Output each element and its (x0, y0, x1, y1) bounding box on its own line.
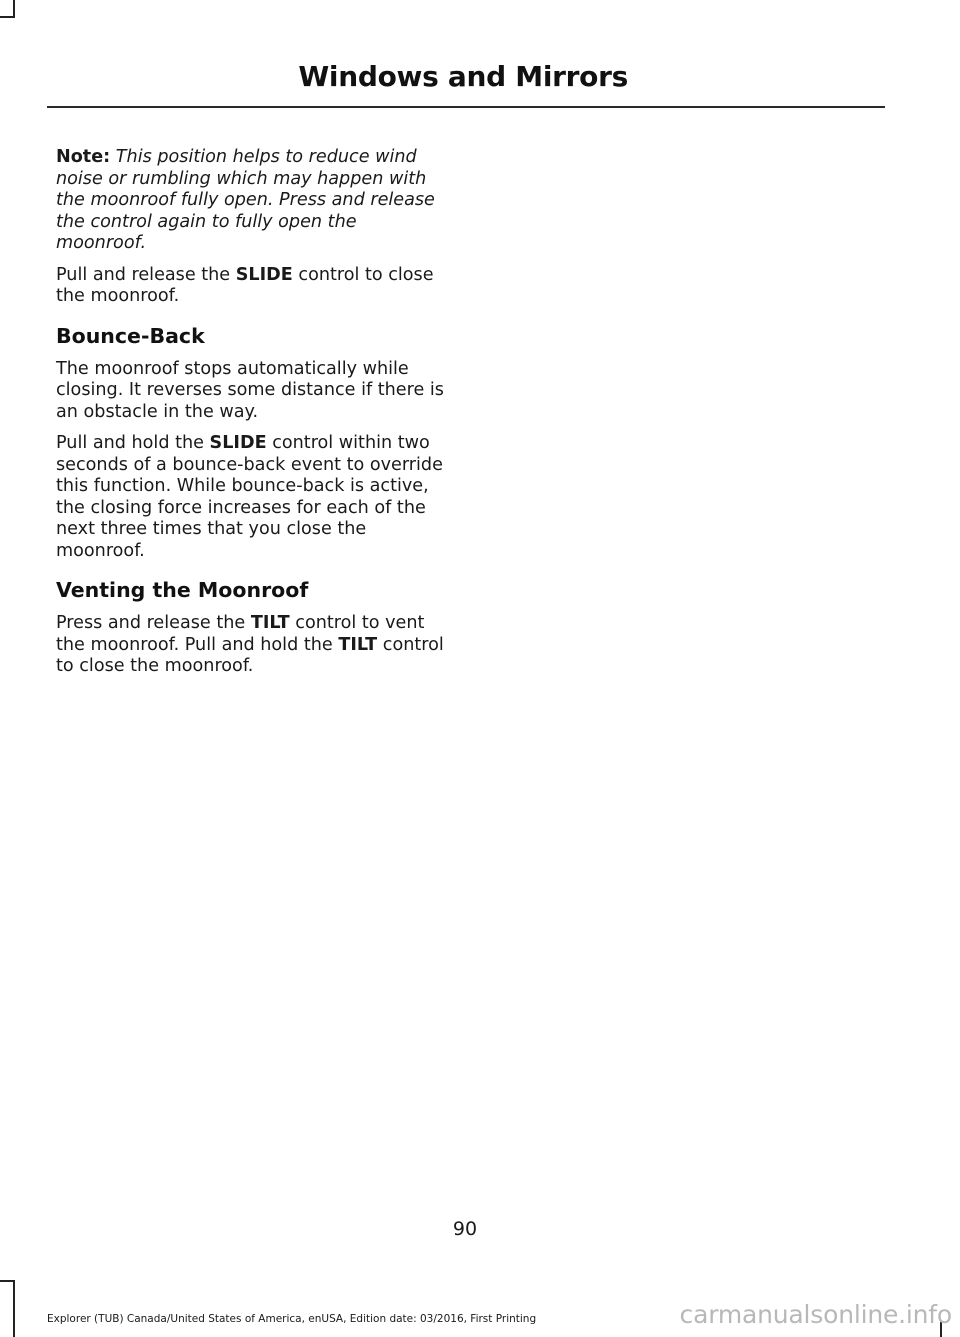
text-run: Pull and hold the (56, 433, 210, 453)
text-run: Pull and release the (56, 264, 236, 285)
page-number: 90 (452, 1218, 478, 1240)
text-run: control to close the moonroof. (56, 264, 434, 306)
page-section-title: Windows and Mirrors (298, 60, 628, 93)
crop-mark (0, 16, 15, 18)
control-keyword: TILT (250, 613, 290, 633)
crop-mark (0, 1280, 15, 1282)
bounce-back-override (56, 433, 448, 562)
note-paragraph (56, 147, 448, 255)
control-keyword: SLIDE (209, 433, 267, 453)
header-divider (47, 106, 885, 108)
text-run: Press and release the (56, 613, 251, 633)
text-run: control within two seconds of a bounce-back event to override this function. While bounce-back is active, the closing force increases for each of the next three times that you close the moonroof. (56, 433, 443, 561)
content-column (56, 147, 448, 688)
close-instruction (56, 265, 448, 308)
section-heading-bounce-back: Bounce-Back (56, 323, 205, 348)
bounce-back-description: The moonroof stops automatically while closing. It reverses some distance if there is an obstacle in the way. (56, 358, 444, 422)
note-label: Note: (56, 147, 111, 167)
watermark: carmanualsonline.info (679, 1300, 952, 1329)
text-run: control to vent the moonroof. Pull and hold the (56, 613, 425, 655)
venting-instruction (56, 613, 448, 678)
text-run: control to close the moonroof. (56, 634, 444, 676)
control-keyword: TILT (338, 634, 378, 655)
section-heading-venting: Venting the Moonroof (56, 578, 309, 602)
crop-mark (13, 1280, 15, 1337)
footer-edition-info: Explorer (TUB) Canada/United States of America, enUSA, Edition date: 03/2016, First Printing (47, 1313, 537, 1325)
control-keyword: SLIDE (235, 264, 293, 285)
note-text: This position helps to reduce wind noise or rumbling which may happen with the moonroof fully open. Press and release the control again to fully open the moonroof. (56, 147, 435, 253)
